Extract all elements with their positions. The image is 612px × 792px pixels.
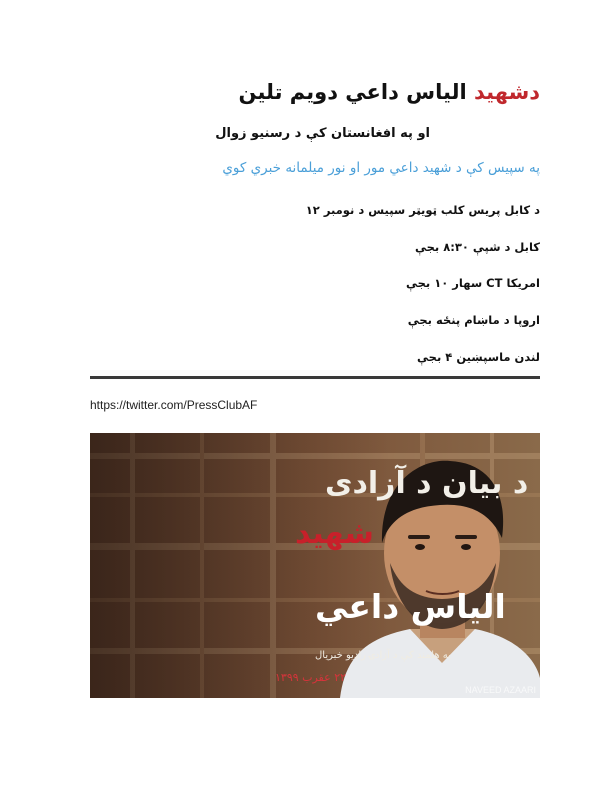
title-accent: دشهيد <box>474 80 540 104</box>
memorial-poster <box>90 433 540 698</box>
poster-shahid: شهيد <box>295 516 374 551</box>
poster-date: ۲۲ عقرب ۱۳۹۹ <box>275 671 347 684</box>
subtitle: او په افغانستان کې د رسنيو زوال <box>215 126 430 141</box>
poster-caption: په هلمند کې د آزادۍ راډيو خبريال <box>315 650 451 661</box>
event-description: په سپيس کې د شهيد داعي مور او نور ميلمانه خبري کوي <box>222 160 540 176</box>
page-title <box>239 80 540 104</box>
divider <box>90 376 540 379</box>
schedule-line-date: د کابل پريس کلب ټويټر سپيس د نومبر ۱۲ <box>305 203 540 217</box>
poster-name: الياس داعي <box>315 587 506 626</box>
schedule-line-america: امريکا CT سهار ۱۰ بجې <box>406 276 540 290</box>
poster-headline: د بيان د آزادی <box>325 466 529 501</box>
schedule-line-europe: اروپا د ماښام پنځه بجې <box>407 313 540 327</box>
photo-watermark: NAVEED AZAARI <box>465 685 536 695</box>
schedule-line-london: لندن ماسپښين ۴ بجې <box>417 350 540 364</box>
title-rest: الياس داعي دويم تلين <box>238 80 474 104</box>
twitter-link[interactable]: https://twitter.com/PressClubAF <box>90 398 258 412</box>
schedule-line-kabul: کابل د شپې ۸:۳۰ بجې <box>414 240 540 254</box>
